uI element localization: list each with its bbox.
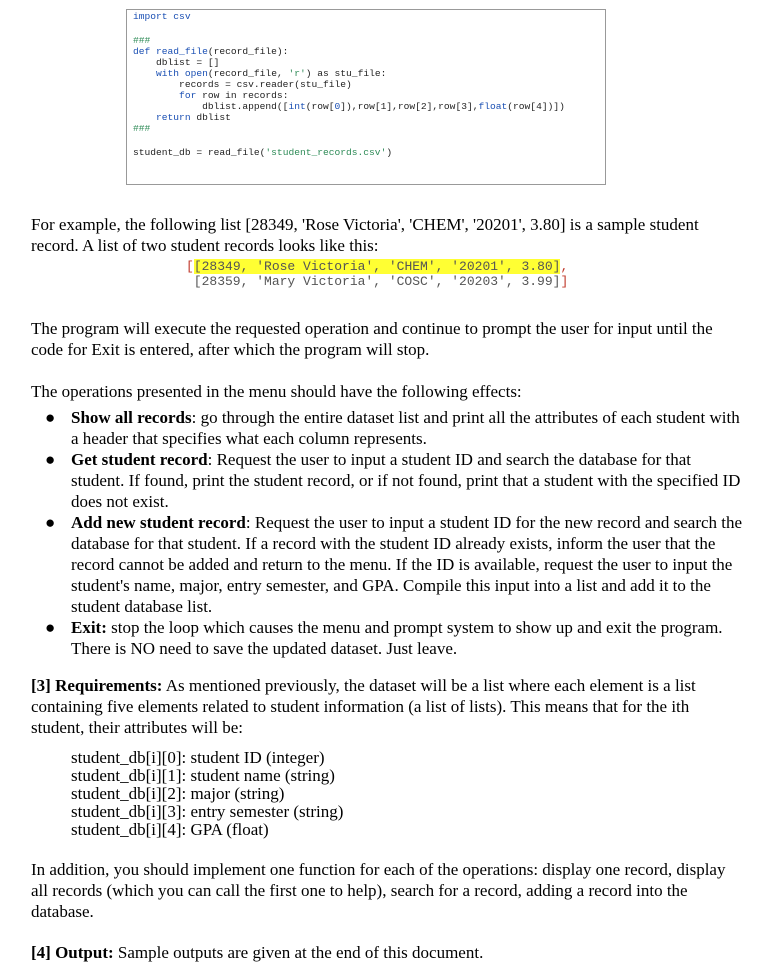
code-token: 'r': [288, 68, 306, 79]
code-token: for: [133, 90, 203, 101]
code-token: (record_file,: [207, 68, 289, 79]
attribute-item: student_db[i][2]: major (string): [71, 784, 285, 803]
code-token: return: [133, 112, 197, 123]
attribute-item: student_db[i][4]: GPA (float): [71, 820, 269, 839]
code-line: [133, 46, 288, 57]
output-body: Sample outputs are given at the end of this document.: [113, 943, 484, 962]
program-paragraph: The program will execute the requested operation and continue to prompt the user for input until the code for Exit is entered, after which the program will stop.: [31, 319, 713, 359]
code-token: 'student_records.csv': [265, 147, 387, 158]
sample-record: [28359, 'Mary Victoria', 'COSC', '20203', 3.99]: [186, 274, 561, 289]
code-token: def read_file: [133, 46, 208, 57]
code-token: open: [184, 68, 208, 79]
addition-paragraph: In addition, you should implement one function for each of the operations: display one record, display all records (which you can call the first one to help), search for a record, adding a record into the database.: [31, 860, 726, 921]
operations-list: [31, 407, 743, 659]
code-line: [133, 101, 565, 112]
code-line: [133, 147, 392, 158]
operation-item: [31, 407, 743, 449]
bullet-icon: ●: [45, 513, 56, 532]
code-token: ): [386, 147, 393, 158]
code-token: 0: [334, 101, 341, 112]
operation-title: Exit:: [71, 618, 107, 637]
code-token: ) as stu_file:: [305, 68, 387, 79]
operation-item: [31, 512, 743, 617]
operation-sep: :: [207, 450, 213, 469]
code-line: dblist = []: [133, 57, 220, 68]
section-heading: [3] Requirements:: [31, 676, 163, 695]
sample-bracket: ]: [560, 274, 569, 289]
code-line: [133, 112, 231, 123]
code-token: int: [288, 101, 306, 112]
requirements-paragraph: [31, 675, 743, 738]
code-token: (row[4])]): [507, 101, 565, 112]
sample-record-line-2: [186, 274, 568, 289]
operation-body: go through the entire dataset list and print all the attributes of each student with a header that specifies what each column represents.: [71, 408, 740, 448]
section-heading: [4] Output:: [31, 943, 114, 962]
code-token: (record_file):: [207, 46, 289, 57]
attribute-item: student_db[i][0]: student ID (integer): [71, 748, 325, 767]
code-token: student_db = read_file(: [133, 147, 266, 158]
operation-title: Get student record: [71, 450, 208, 469]
code-token: dblist.append([: [133, 101, 289, 112]
code-line: [133, 68, 386, 79]
code-comment: ###: [133, 123, 151, 134]
output-paragraph: [31, 942, 743, 963]
operation-body: stop the loop which causes the menu and prompt system to show up and exit the program. There is NO need to save the updated dataset. Just leave.: [71, 618, 723, 658]
sample-bracket: [: [186, 259, 194, 274]
code-line: records = csv.reader(stu_file): [133, 79, 352, 90]
sample-comma: ,: [560, 259, 569, 274]
code-line: import csv: [133, 11, 191, 22]
operation-item: [31, 449, 743, 512]
code-token: dblist: [196, 112, 231, 123]
code-block: [126, 9, 606, 185]
example-paragraph: For example, the following list [28349, 'Rose Victoria', 'CHEM', '20201', 3.80] is a sample student record. A list of two student records looks like this:: [31, 215, 699, 255]
code-token: with: [133, 68, 185, 79]
operation-title: Add new student record: [71, 513, 246, 532]
sample-record-line-1: [186, 259, 568, 274]
operation-sep: :: [191, 408, 197, 427]
operation-body: Request the user to input a student ID for the new record and search the database for that student. If a record with the student ID already exists, inform the user that the record cannot be added and return to the menu. If the ID is available, request the user to input the student's name, major, entry semester, and GPA. Compile this input into a list and add it to the student database list.: [71, 513, 743, 616]
attribute-list: [71, 749, 343, 839]
bullet-icon: ●: [45, 618, 56, 637]
operation-item: [31, 617, 743, 659]
bullet-icon: ●: [45, 408, 56, 427]
code-comment: ###: [133, 35, 151, 46]
bullet-icon: ●: [45, 450, 56, 469]
operation-body: Request the user to input a student ID and search the database for that student. If found, print the student record, or if not found, print that a student with the specified ID does not exist.: [71, 450, 741, 511]
operations-intro: The operations presented in the menu should have the following effects:: [31, 382, 522, 401]
code-line: [133, 90, 288, 101]
code-token: ]),row[1],row[2],row[3],: [340, 101, 479, 112]
highlighted-record: [28349, 'Rose Victoria', 'CHEM', '20201', 3.80]: [193, 259, 561, 274]
attribute-item: student_db[i][1]: student name (string): [71, 766, 335, 785]
attribute-item: student_db[i][3]: entry semester (string): [71, 802, 344, 821]
requirements-body: As mentioned previously, the dataset will be a list where each element is a list containing five elements related to student information (a list of lists). This means that for the ith student, their attributes will be:: [31, 676, 696, 737]
operation-title: Show all records: [71, 408, 192, 427]
operation-sep: :: [245, 513, 251, 532]
code-token: row in records:: [202, 90, 289, 101]
code-token: (row[: [305, 101, 335, 112]
code-token: float: [478, 101, 508, 112]
